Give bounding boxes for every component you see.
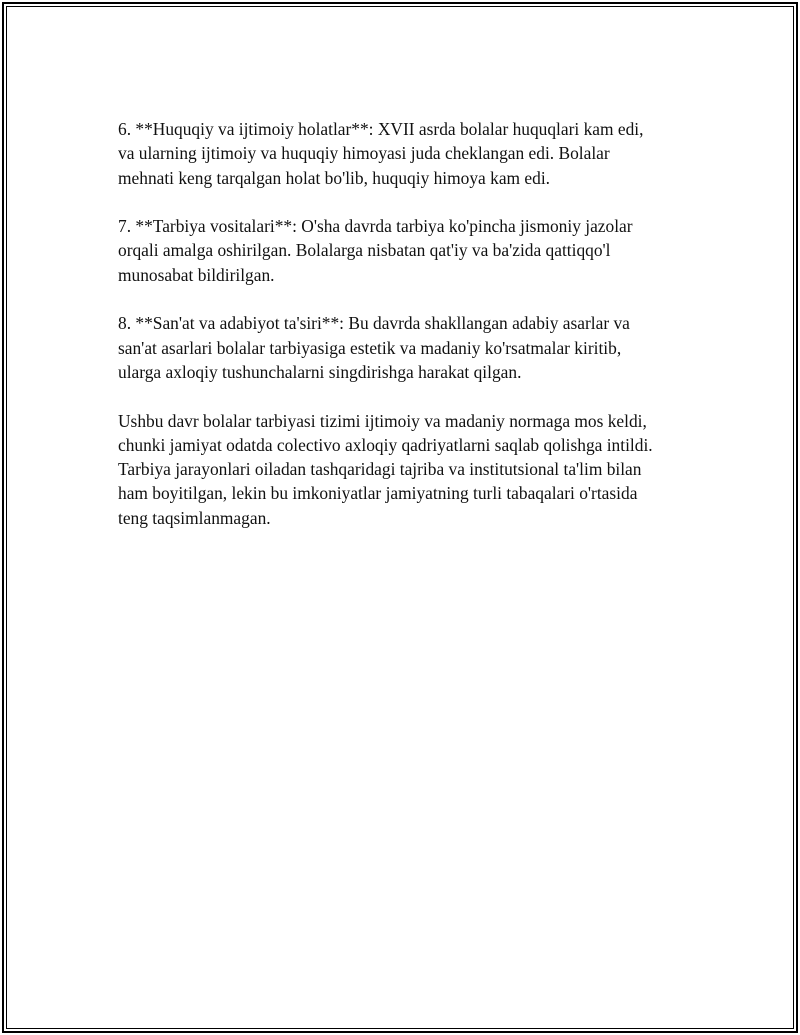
text-line: Ushbu davr bolalar tarbiyasi tizimi ijtimoiy va madaniy normaga mos keldi,	[118, 410, 647, 431]
text-line: orqali amalga oshirilgan. Bolalarga nisbatan qat'iy va ba'zida qattiqqo'l	[118, 240, 611, 261]
text-line: munosabat bildirilgan.	[118, 264, 275, 285]
text-line: san'at asarlari bolalar tarbiyasiga estetik va madaniy ko'rsatmalar kiritib,	[118, 337, 622, 358]
text-line: Tarbiya jarayonlari oiladan tashqaridagi tajriba va institutsional ta'lim bilan	[118, 459, 642, 480]
text-line: chunki jamiyat odatda colectivo axloqiy qadriyatlarni saqlab qolishga intildi.	[118, 434, 653, 455]
text-line: mehnati keng tarqalgan holat bo'lib, huquqiy himoya kam edi.	[118, 167, 551, 188]
paragraph-art-and-literature-influence	[118, 311, 718, 384]
text-line: 7. **Tarbiya vositalari**: O'sha davrda tarbiya ko'pincha jismoniy jazolar	[118, 216, 633, 237]
document-body	[118, 117, 718, 554]
text-line: 8. **San'at va adabiyot ta'siri**: Bu davrda shakllangan adabiy asarlar va	[118, 313, 630, 334]
paragraph-rights-and-social-status	[118, 117, 718, 190]
text-line: ham boyitilgan, lekin bu imkoniyatlar jamiyatning turli tabaqalari o'rtasida	[118, 483, 638, 504]
text-line: ularga axloqiy tushunchalarni singdirishga harakat qilgan.	[118, 361, 522, 382]
text-line: 6. **Huquqiy va ijtimoiy holatlar**: XVII asrda bolalar huquqlari kam edi,	[118, 119, 644, 139]
text-line: va ularning ijtimoiy va huquqiy himoyasi juda cheklangan edi. Bolalar	[118, 143, 610, 164]
paragraph-conclusion	[118, 409, 718, 530]
text-line: teng taqsimlanmagan.	[118, 507, 271, 528]
paragraph-upbringing-methods	[118, 214, 718, 287]
